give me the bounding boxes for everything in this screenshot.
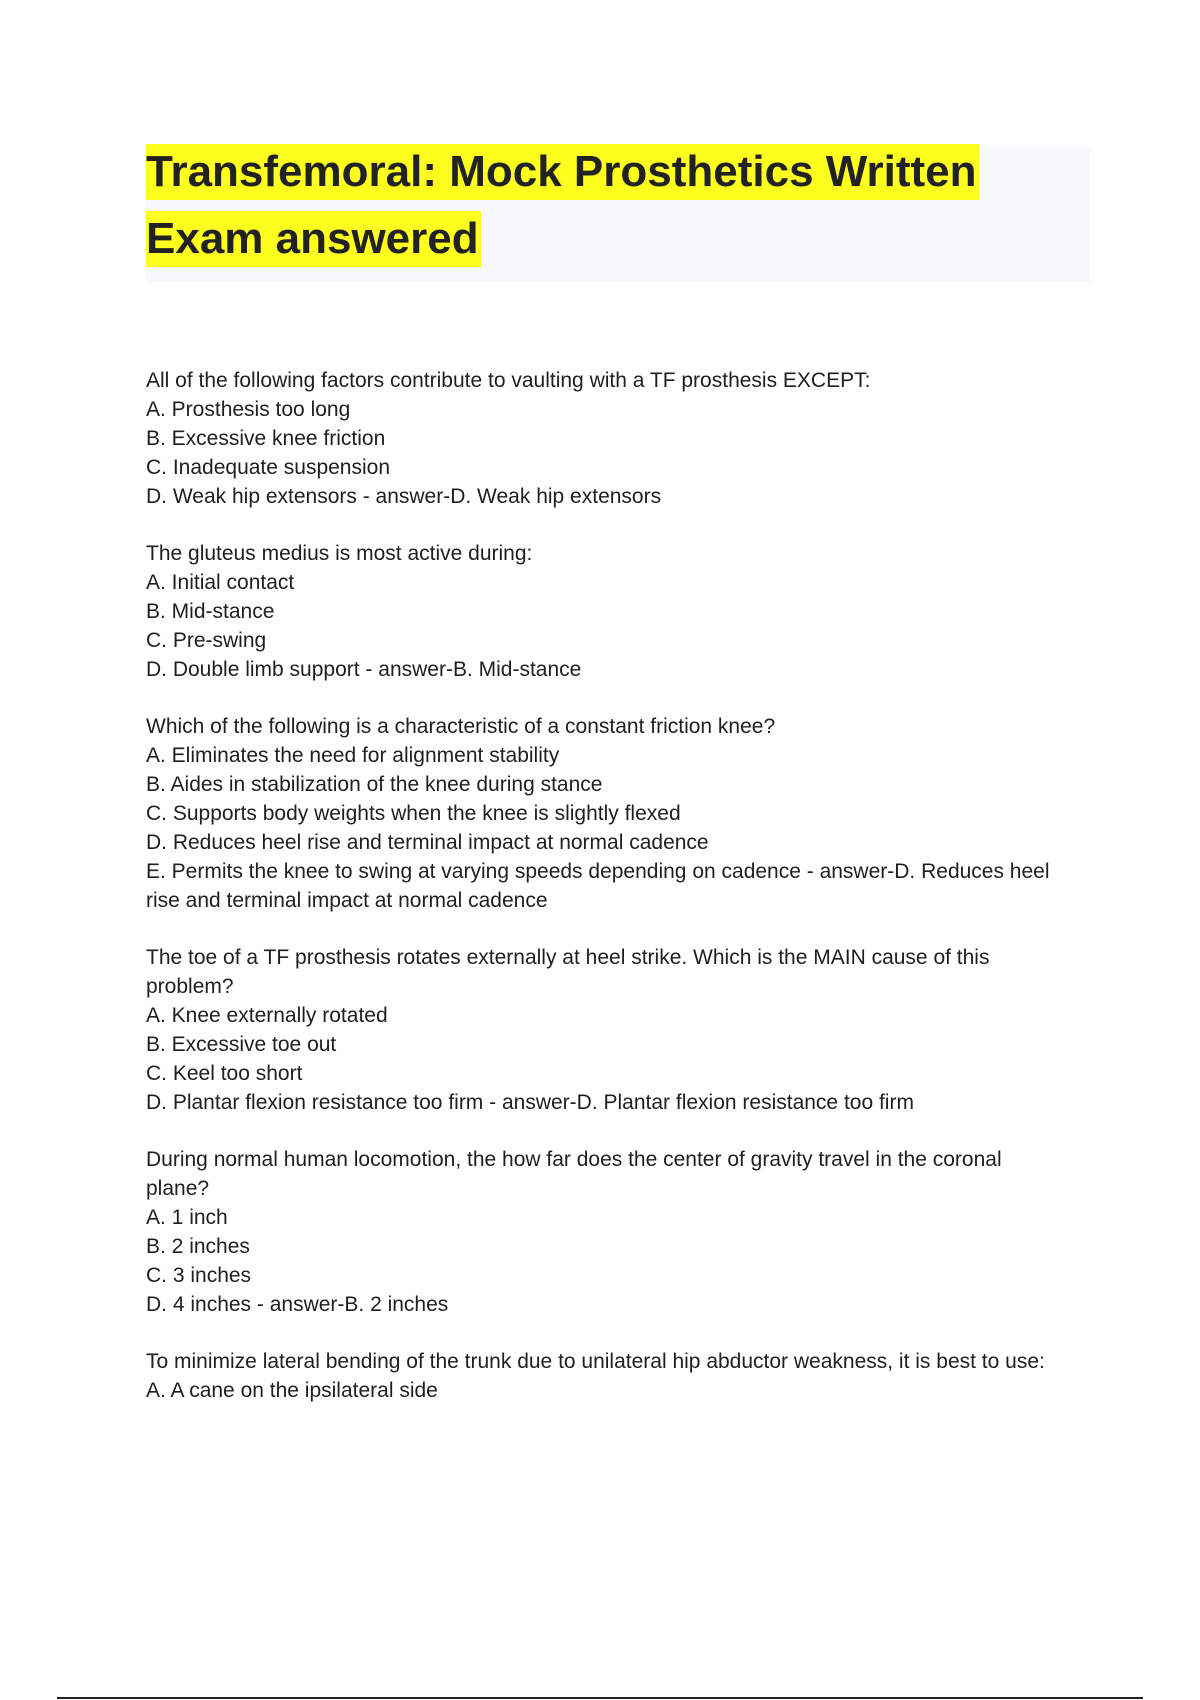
- question-text: All of the following factors contribute to vaulting with a TF prosthesis EXCEPT:: [146, 369, 871, 392]
- answer-option: C. Pre-swing: [146, 629, 267, 652]
- answer-option: D. Plantar flexion resistance too firm - answer-D. Plantar flexion resistance too firm: [146, 1091, 914, 1114]
- document-title-line-2: Exam answered: [146, 211, 481, 267]
- answer-option: B. Aides in stabilization of the knee during stance: [146, 773, 603, 796]
- answer-option: A. Prosthesis too long: [146, 398, 351, 421]
- answer-option: A. Initial contact: [146, 571, 295, 594]
- answer-option: D. 4 inches - answer-B. 2 inches: [146, 1293, 449, 1316]
- question-text: During normal human locomotion, the how far does the center of gravity travel in the coronal plane?: [146, 1148, 1002, 1200]
- answer-option: D. Double limb support - answer-B. Mid-stance: [146, 658, 582, 681]
- questions-list: [146, 366, 1066, 1433]
- question-1: [146, 366, 1066, 511]
- document-title-line-1: Transfemoral: Mock Prosthetics Written: [146, 144, 979, 200]
- answer-option: D. Reduces heel rise and terminal impact at normal cadence: [146, 831, 709, 854]
- question-4: [146, 943, 1066, 1117]
- answer-option: B. Excessive toe out: [146, 1033, 337, 1056]
- answer-option: E. Permits the knee to swing at varying speeds depending on cadence - answer-D. Reduces heel rise and terminal impact at normal cadence: [146, 860, 1050, 912]
- question-3: [146, 712, 1066, 915]
- question-text: The gluteus medius is most active during:: [146, 542, 533, 565]
- question-6: [146, 1347, 1066, 1405]
- answer-option: A. A cane on the ipsilateral side: [146, 1379, 438, 1402]
- question-text: To minimize lateral bending of the trunk due to unilateral hip abductor weakness, it is best to use:: [146, 1350, 1045, 1373]
- answer-option: B. Excessive knee friction: [146, 427, 386, 450]
- answer-option: B. 2 inches: [146, 1235, 250, 1258]
- answer-option: B. Mid-stance: [146, 600, 275, 623]
- answer-option: C. Keel too short: [146, 1062, 303, 1085]
- question-5: [146, 1145, 1066, 1319]
- answer-option: A. Knee externally rotated: [146, 1004, 388, 1027]
- answer-option: C. Inadequate suspension: [146, 456, 391, 479]
- question-2: [146, 539, 1066, 684]
- page-bottom-rule: [57, 1697, 1143, 1699]
- question-text: Which of the following is a characteristic of a constant friction knee?: [146, 715, 776, 738]
- answer-option: C. Supports body weights when the knee is slightly flexed: [146, 802, 681, 825]
- answer-option: C. 3 inches: [146, 1264, 252, 1287]
- answer-option: D. Weak hip extensors - answer-D. Weak hip extensors: [146, 485, 662, 508]
- answer-option: A. Eliminates the need for alignment stability: [146, 744, 560, 767]
- answer-option: A. 1 inch: [146, 1206, 228, 1229]
- question-text: The toe of a TF prosthesis rotates externally at heel strike. Which is the MAIN cause of this problem?: [146, 946, 990, 998]
